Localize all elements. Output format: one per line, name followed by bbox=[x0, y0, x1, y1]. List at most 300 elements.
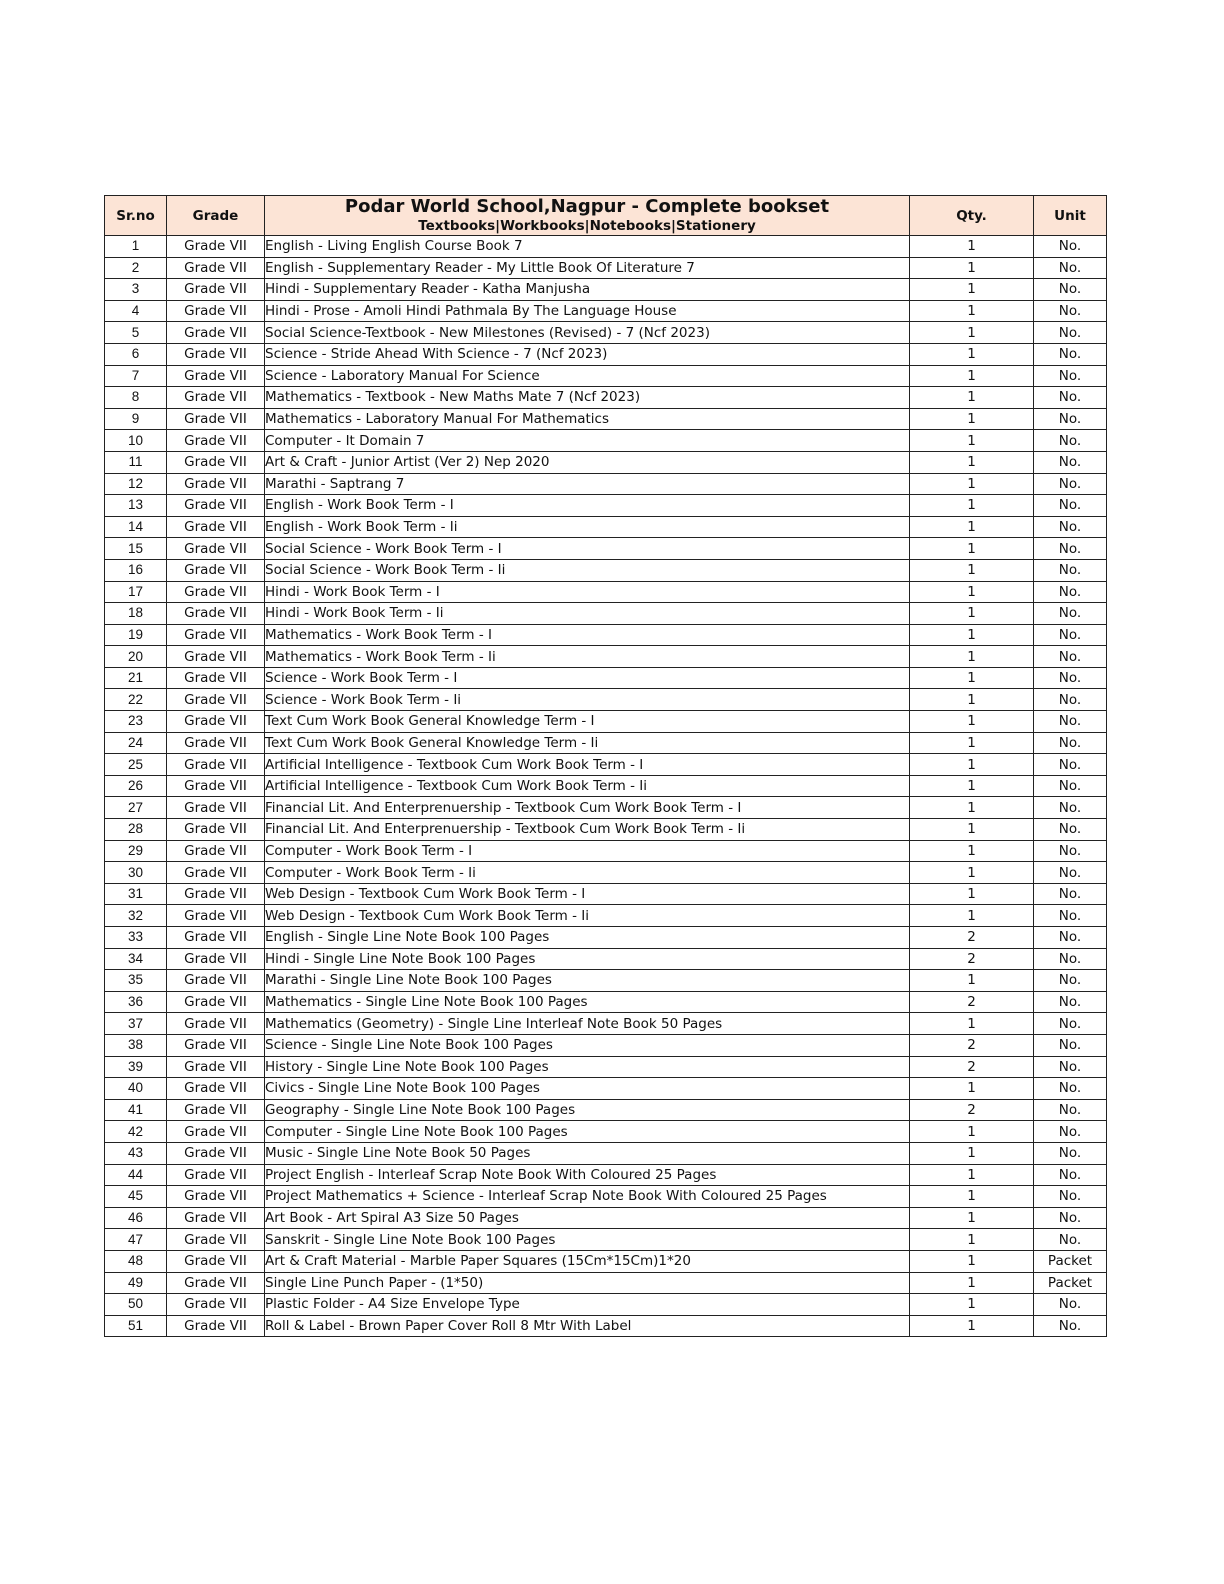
qty-cell: 1 bbox=[910, 732, 1034, 754]
qty-cell: 1 bbox=[910, 797, 1034, 819]
sr-cell: 22 bbox=[105, 689, 167, 711]
sr-cell: 18 bbox=[105, 603, 167, 625]
grade-cell: Grade VII bbox=[167, 754, 265, 776]
unit-cell: No. bbox=[1034, 1099, 1107, 1121]
description-cell: Financial Lit. And Enterprenuership - Textbook Cum Work Book Term - I bbox=[265, 797, 910, 819]
unit-cell: No. bbox=[1034, 387, 1107, 409]
table-row bbox=[105, 775, 1107, 797]
grade-cell: Grade VII bbox=[167, 1207, 265, 1229]
unit-cell: No. bbox=[1034, 732, 1107, 754]
unit-cell: No. bbox=[1034, 1207, 1107, 1229]
grade-cell: Grade VII bbox=[167, 905, 265, 927]
description-cell: Science - Single Line Note Book 100 Pages bbox=[265, 1034, 910, 1056]
table-row bbox=[105, 754, 1107, 776]
sr-cell: 12 bbox=[105, 473, 167, 495]
grade-cell: Grade VII bbox=[167, 819, 265, 841]
description-cell: Social Science-Textbook - New Milestones (Revised) - 7 (Ncf 2023) bbox=[265, 322, 910, 344]
qty-cell: 1 bbox=[910, 1164, 1034, 1186]
grade-cell: Grade VII bbox=[167, 646, 265, 668]
sr-cell: 48 bbox=[105, 1250, 167, 1272]
description-cell: Social Science - Work Book Term - I bbox=[265, 538, 910, 560]
grade-cell: Grade VII bbox=[167, 1121, 265, 1143]
table-row bbox=[105, 862, 1107, 884]
description-cell: Web Design - Textbook Cum Work Book Term - Ii bbox=[265, 905, 910, 927]
grade-cell: Grade VII bbox=[167, 667, 265, 689]
table-row bbox=[105, 1142, 1107, 1164]
sr-cell: 44 bbox=[105, 1164, 167, 1186]
qty-cell: 1 bbox=[910, 819, 1034, 841]
qty-cell: 1 bbox=[910, 754, 1034, 776]
sr-cell: 10 bbox=[105, 430, 167, 452]
bookset-table bbox=[104, 195, 1107, 1337]
description-cell: Art & Craft Material - Marble Paper Squares (15Cm*15Cm)1*20 bbox=[265, 1250, 910, 1272]
table-row bbox=[105, 365, 1107, 387]
table-row bbox=[105, 1078, 1107, 1100]
qty-cell: 1 bbox=[910, 1142, 1034, 1164]
sr-cell: 29 bbox=[105, 840, 167, 862]
grade-cell: Grade VII bbox=[167, 473, 265, 495]
grade-cell: Grade VII bbox=[167, 322, 265, 344]
qty-cell: 1 bbox=[910, 538, 1034, 560]
sr-cell: 46 bbox=[105, 1207, 167, 1229]
sr-cell: 27 bbox=[105, 797, 167, 819]
description-cell: Plastic Folder - A4 Size Envelope Type bbox=[265, 1294, 910, 1316]
table-row bbox=[105, 1272, 1107, 1294]
table-row bbox=[105, 581, 1107, 603]
table-row bbox=[105, 408, 1107, 430]
sr-cell: 1 bbox=[105, 236, 167, 258]
qty-cell: 1 bbox=[910, 883, 1034, 905]
sr-cell: 7 bbox=[105, 365, 167, 387]
description-cell: Mathematics - Textbook - New Maths Mate 7 (Ncf 2023) bbox=[265, 387, 910, 409]
sr-cell: 50 bbox=[105, 1294, 167, 1316]
description-cell: Mathematics - Work Book Term - Ii bbox=[265, 646, 910, 668]
unit-cell: No. bbox=[1034, 819, 1107, 841]
table-row bbox=[105, 538, 1107, 560]
unit-cell: No. bbox=[1034, 279, 1107, 301]
table-row bbox=[105, 1315, 1107, 1337]
grade-cell: Grade VII bbox=[167, 991, 265, 1013]
sr-cell: 43 bbox=[105, 1142, 167, 1164]
unit-cell: No. bbox=[1034, 862, 1107, 884]
qty-cell: 1 bbox=[910, 1121, 1034, 1143]
sr-cell: 33 bbox=[105, 927, 167, 949]
unit-cell: Packet bbox=[1034, 1250, 1107, 1272]
description-cell: Social Science - Work Book Term - Ii bbox=[265, 559, 910, 581]
unit-cell: No. bbox=[1034, 538, 1107, 560]
table-row bbox=[105, 1034, 1107, 1056]
sr-cell: 28 bbox=[105, 819, 167, 841]
description-cell: Geography - Single Line Note Book 100 Pages bbox=[265, 1099, 910, 1121]
grade-cell: Grade VII bbox=[167, 775, 265, 797]
table-row bbox=[105, 732, 1107, 754]
table-row bbox=[105, 646, 1107, 668]
page-title: Podar World School,Nagpur - Complete bookset bbox=[344, 196, 830, 217]
header-unit: Unit bbox=[1034, 196, 1107, 236]
grade-cell: Grade VII bbox=[167, 343, 265, 365]
qty-cell: 2 bbox=[910, 1034, 1034, 1056]
description-cell: Sanskrit - Single Line Note Book 100 Pages bbox=[265, 1229, 910, 1251]
qty-cell: 1 bbox=[910, 559, 1034, 581]
qty-cell: 1 bbox=[910, 365, 1034, 387]
description-cell: Text Cum Work Book General Knowledge Term - Ii bbox=[265, 732, 910, 754]
grade-cell: Grade VII bbox=[167, 408, 265, 430]
description-cell: Text Cum Work Book General Knowledge Term - I bbox=[265, 711, 910, 733]
grade-cell: Grade VII bbox=[167, 624, 265, 646]
table-row bbox=[105, 1121, 1107, 1143]
unit-cell: No. bbox=[1034, 797, 1107, 819]
table-row bbox=[105, 1250, 1107, 1272]
table-row bbox=[105, 603, 1107, 625]
qty-cell: 1 bbox=[910, 775, 1034, 797]
sr-cell: 9 bbox=[105, 408, 167, 430]
grade-cell: Grade VII bbox=[167, 1078, 265, 1100]
unit-cell: No. bbox=[1034, 1034, 1107, 1056]
qty-cell: 2 bbox=[910, 948, 1034, 970]
sr-cell: 47 bbox=[105, 1229, 167, 1251]
description-cell: Music - Single Line Note Book 50 Pages bbox=[265, 1142, 910, 1164]
description-cell: Science - Work Book Term - I bbox=[265, 667, 910, 689]
qty-cell: 1 bbox=[910, 581, 1034, 603]
description-cell: Art Book - Art Spiral A3 Size 50 Pages bbox=[265, 1207, 910, 1229]
table-row bbox=[105, 819, 1107, 841]
sr-cell: 15 bbox=[105, 538, 167, 560]
unit-cell: No. bbox=[1034, 667, 1107, 689]
qty-cell: 1 bbox=[910, 387, 1034, 409]
grade-cell: Grade VII bbox=[167, 581, 265, 603]
table-row bbox=[105, 300, 1107, 322]
table-row bbox=[105, 451, 1107, 473]
description-cell: Art & Craft - Junior Artist (Ver 2) Nep 2020 bbox=[265, 451, 910, 473]
sr-cell: 41 bbox=[105, 1099, 167, 1121]
page-subtitle: Textbooks|Workbooks|Notebooks|Stationery bbox=[418, 218, 756, 234]
unit-cell: No. bbox=[1034, 1315, 1107, 1337]
unit-cell: No. bbox=[1034, 408, 1107, 430]
table-row bbox=[105, 883, 1107, 905]
table-row bbox=[105, 797, 1107, 819]
sr-cell: 11 bbox=[105, 451, 167, 473]
sr-cell: 45 bbox=[105, 1186, 167, 1208]
unit-cell: No. bbox=[1034, 1121, 1107, 1143]
description-cell: Hindi - Work Book Term - Ii bbox=[265, 603, 910, 625]
table-row bbox=[105, 1186, 1107, 1208]
table-row bbox=[105, 495, 1107, 517]
description-cell: Computer - Single Line Note Book 100 Pages bbox=[265, 1121, 910, 1143]
sr-cell: 32 bbox=[105, 905, 167, 927]
grade-cell: Grade VII bbox=[167, 1294, 265, 1316]
table-row bbox=[105, 991, 1107, 1013]
table-row bbox=[105, 387, 1107, 409]
table-row bbox=[105, 516, 1107, 538]
unit-cell: No. bbox=[1034, 883, 1107, 905]
qty-cell: 1 bbox=[910, 343, 1034, 365]
unit-cell: No. bbox=[1034, 1013, 1107, 1035]
grade-cell: Grade VII bbox=[167, 1315, 265, 1337]
grade-cell: Grade VII bbox=[167, 1229, 265, 1251]
description-cell: Project Mathematics + Science - Interleaf Scrap Note Book With Coloured 25 Pages bbox=[265, 1186, 910, 1208]
qty-cell: 1 bbox=[910, 711, 1034, 733]
qty-cell: 1 bbox=[910, 473, 1034, 495]
table-row bbox=[105, 1229, 1107, 1251]
grade-cell: Grade VII bbox=[167, 840, 265, 862]
table-row bbox=[105, 473, 1107, 495]
sr-cell: 25 bbox=[105, 754, 167, 776]
table-row bbox=[105, 905, 1107, 927]
grade-cell: Grade VII bbox=[167, 1186, 265, 1208]
qty-cell: 1 bbox=[910, 430, 1034, 452]
table-row bbox=[105, 257, 1107, 279]
table-row bbox=[105, 1056, 1107, 1078]
table-row bbox=[105, 840, 1107, 862]
sr-cell: 36 bbox=[105, 991, 167, 1013]
unit-cell: No. bbox=[1034, 603, 1107, 625]
grade-cell: Grade VII bbox=[167, 538, 265, 560]
sr-cell: 19 bbox=[105, 624, 167, 646]
sr-cell: 23 bbox=[105, 711, 167, 733]
description-cell: Mathematics (Geometry) - Single Line Interleaf Note Book 50 Pages bbox=[265, 1013, 910, 1035]
grade-cell: Grade VII bbox=[167, 1250, 265, 1272]
sr-cell: 49 bbox=[105, 1272, 167, 1294]
qty-cell: 1 bbox=[910, 1186, 1034, 1208]
grade-cell: Grade VII bbox=[167, 711, 265, 733]
description-cell: Hindi - Work Book Term - I bbox=[265, 581, 910, 603]
sr-cell: 26 bbox=[105, 775, 167, 797]
sr-cell: 35 bbox=[105, 970, 167, 992]
grade-cell: Grade VII bbox=[167, 365, 265, 387]
sr-cell: 21 bbox=[105, 667, 167, 689]
grade-cell: Grade VII bbox=[167, 495, 265, 517]
qty-cell: 1 bbox=[910, 1078, 1034, 1100]
table-row bbox=[105, 1099, 1107, 1121]
qty-cell: 1 bbox=[910, 1250, 1034, 1272]
qty-cell: 1 bbox=[910, 970, 1034, 992]
table-row bbox=[105, 948, 1107, 970]
unit-cell: No. bbox=[1034, 365, 1107, 387]
unit-cell: No. bbox=[1034, 775, 1107, 797]
grade-cell: Grade VII bbox=[167, 257, 265, 279]
qty-cell: 1 bbox=[910, 1013, 1034, 1035]
sr-cell: 24 bbox=[105, 732, 167, 754]
description-cell: Science - Laboratory Manual For Science bbox=[265, 365, 910, 387]
grade-cell: Grade VII bbox=[167, 1056, 265, 1078]
sr-cell: 51 bbox=[105, 1315, 167, 1337]
qty-cell: 1 bbox=[910, 1315, 1034, 1337]
description-cell: Computer - Work Book Term - Ii bbox=[265, 862, 910, 884]
table-row bbox=[105, 667, 1107, 689]
qty-cell: 2 bbox=[910, 991, 1034, 1013]
unit-cell: No. bbox=[1034, 1294, 1107, 1316]
unit-cell: No. bbox=[1034, 905, 1107, 927]
grade-cell: Grade VII bbox=[167, 948, 265, 970]
unit-cell: No. bbox=[1034, 1186, 1107, 1208]
unit-cell: No. bbox=[1034, 430, 1107, 452]
table-row bbox=[105, 624, 1107, 646]
grade-cell: Grade VII bbox=[167, 603, 265, 625]
sr-cell: 8 bbox=[105, 387, 167, 409]
qty-cell: 1 bbox=[910, 495, 1034, 517]
description-cell: Artificial Intelligence - Textbook Cum Work Book Term - I bbox=[265, 754, 910, 776]
unit-cell: No. bbox=[1034, 646, 1107, 668]
qty-cell: 1 bbox=[910, 300, 1034, 322]
description-cell: Financial Lit. And Enterprenuership - Textbook Cum Work Book Term - Ii bbox=[265, 819, 910, 841]
description-cell: English - Single Line Note Book 100 Pages bbox=[265, 927, 910, 949]
description-cell: Mathematics - Single Line Note Book 100 Pages bbox=[265, 991, 910, 1013]
sr-cell: 31 bbox=[105, 883, 167, 905]
sr-cell: 38 bbox=[105, 1034, 167, 1056]
qty-cell: 1 bbox=[910, 408, 1034, 430]
description-cell: Project English - Interleaf Scrap Note Book With Coloured 25 Pages bbox=[265, 1164, 910, 1186]
description-cell: Mathematics - Work Book Term - I bbox=[265, 624, 910, 646]
table-row bbox=[105, 279, 1107, 301]
sr-cell: 14 bbox=[105, 516, 167, 538]
description-cell: English - Work Book Term - I bbox=[265, 495, 910, 517]
grade-cell: Grade VII bbox=[167, 689, 265, 711]
grade-cell: Grade VII bbox=[167, 451, 265, 473]
unit-cell: No. bbox=[1034, 711, 1107, 733]
grade-cell: Grade VII bbox=[167, 516, 265, 538]
grade-cell: Grade VII bbox=[167, 732, 265, 754]
qty-cell: 1 bbox=[910, 1229, 1034, 1251]
unit-cell: No. bbox=[1034, 257, 1107, 279]
qty-cell: 1 bbox=[910, 646, 1034, 668]
unit-cell: No. bbox=[1034, 948, 1107, 970]
qty-cell: 1 bbox=[910, 905, 1034, 927]
qty-cell: 1 bbox=[910, 257, 1034, 279]
sr-cell: 5 bbox=[105, 322, 167, 344]
table-row bbox=[105, 689, 1107, 711]
table-row bbox=[105, 1207, 1107, 1229]
sr-cell: 37 bbox=[105, 1013, 167, 1035]
unit-cell: No. bbox=[1034, 927, 1107, 949]
description-cell: Science - Work Book Term - Ii bbox=[265, 689, 910, 711]
grade-cell: Grade VII bbox=[167, 430, 265, 452]
table-row bbox=[105, 1294, 1107, 1316]
table-body bbox=[105, 236, 1107, 1337]
description-cell: Artificial Intelligence - Textbook Cum Work Book Term - Ii bbox=[265, 775, 910, 797]
header-title-cell bbox=[265, 196, 910, 236]
table-row bbox=[105, 322, 1107, 344]
description-cell: History - Single Line Note Book 100 Pages bbox=[265, 1056, 910, 1078]
header-qty: Qty. bbox=[910, 196, 1034, 236]
description-cell: Roll & Label - Brown Paper Cover Roll 8 Mtr With Label bbox=[265, 1315, 910, 1337]
qty-cell: 1 bbox=[910, 451, 1034, 473]
qty-cell: 1 bbox=[910, 840, 1034, 862]
unit-cell: No. bbox=[1034, 495, 1107, 517]
unit-cell: No. bbox=[1034, 754, 1107, 776]
qty-cell: 1 bbox=[910, 1207, 1034, 1229]
description-cell: Single Line Punch Paper - (1*50) bbox=[265, 1272, 910, 1294]
sr-cell: 20 bbox=[105, 646, 167, 668]
qty-cell: 1 bbox=[910, 1272, 1034, 1294]
description-cell: Web Design - Textbook Cum Work Book Term - I bbox=[265, 883, 910, 905]
qty-cell: 1 bbox=[910, 624, 1034, 646]
sr-cell: 3 bbox=[105, 279, 167, 301]
grade-cell: Grade VII bbox=[167, 236, 265, 258]
unit-cell: No. bbox=[1034, 343, 1107, 365]
sr-cell: 13 bbox=[105, 495, 167, 517]
description-cell: Marathi - Saptrang 7 bbox=[265, 473, 910, 495]
table-row bbox=[105, 1164, 1107, 1186]
grade-cell: Grade VII bbox=[167, 1272, 265, 1294]
grade-cell: Grade VII bbox=[167, 970, 265, 992]
table-row bbox=[105, 970, 1107, 992]
grade-cell: Grade VII bbox=[167, 279, 265, 301]
sr-cell: 42 bbox=[105, 1121, 167, 1143]
unit-cell: No. bbox=[1034, 970, 1107, 992]
unit-cell: No. bbox=[1034, 451, 1107, 473]
grade-cell: Grade VII bbox=[167, 862, 265, 884]
qty-cell: 2 bbox=[910, 1099, 1034, 1121]
unit-cell: No. bbox=[1034, 1142, 1107, 1164]
sr-cell: 34 bbox=[105, 948, 167, 970]
header-sr-no: Sr.no bbox=[105, 196, 167, 236]
qty-cell: 2 bbox=[910, 1056, 1034, 1078]
unit-cell: No. bbox=[1034, 559, 1107, 581]
table-row bbox=[105, 236, 1107, 258]
description-cell: Hindi - Prose - Amoli Hindi Pathmala By The Language House bbox=[265, 300, 910, 322]
qty-cell: 1 bbox=[910, 689, 1034, 711]
grade-cell: Grade VII bbox=[167, 883, 265, 905]
qty-cell: 1 bbox=[910, 667, 1034, 689]
table-row bbox=[105, 927, 1107, 949]
description-cell: Hindi - Supplementary Reader - Katha Manjusha bbox=[265, 279, 910, 301]
unit-cell: No. bbox=[1034, 689, 1107, 711]
table-row bbox=[105, 1013, 1107, 1035]
qty-cell: 1 bbox=[910, 516, 1034, 538]
grade-cell: Grade VII bbox=[167, 559, 265, 581]
unit-cell: No. bbox=[1034, 1056, 1107, 1078]
table-header bbox=[105, 196, 1107, 236]
description-cell: Computer - It Domain 7 bbox=[265, 430, 910, 452]
qty-cell: 1 bbox=[910, 1294, 1034, 1316]
grade-cell: Grade VII bbox=[167, 1142, 265, 1164]
qty-cell: 1 bbox=[910, 279, 1034, 301]
description-cell: English - Living English Course Book 7 bbox=[265, 236, 910, 258]
unit-cell: No. bbox=[1034, 991, 1107, 1013]
table-row bbox=[105, 711, 1107, 733]
description-cell: Mathematics - Laboratory Manual For Mathematics bbox=[265, 408, 910, 430]
qty-cell: 1 bbox=[910, 236, 1034, 258]
unit-cell: No. bbox=[1034, 1229, 1107, 1251]
description-cell: Science - Stride Ahead With Science - 7 (Ncf 2023) bbox=[265, 343, 910, 365]
unit-cell: No. bbox=[1034, 322, 1107, 344]
unit-cell: No. bbox=[1034, 581, 1107, 603]
sr-cell: 17 bbox=[105, 581, 167, 603]
header-grade: Grade bbox=[167, 196, 265, 236]
unit-cell: No. bbox=[1034, 516, 1107, 538]
sr-cell: 40 bbox=[105, 1078, 167, 1100]
qty-cell: 1 bbox=[910, 603, 1034, 625]
qty-cell: 2 bbox=[910, 927, 1034, 949]
grade-cell: Grade VII bbox=[167, 1099, 265, 1121]
sr-cell: 16 bbox=[105, 559, 167, 581]
description-cell: Hindi - Single Line Note Book 100 Pages bbox=[265, 948, 910, 970]
sr-cell: 2 bbox=[105, 257, 167, 279]
description-cell: Marathi - Single Line Note Book 100 Pages bbox=[265, 970, 910, 992]
unit-cell: No. bbox=[1034, 473, 1107, 495]
qty-cell: 1 bbox=[910, 862, 1034, 884]
table-row bbox=[105, 559, 1107, 581]
unit-cell: Packet bbox=[1034, 1272, 1107, 1294]
table-row bbox=[105, 343, 1107, 365]
grade-cell: Grade VII bbox=[167, 387, 265, 409]
unit-cell: No. bbox=[1034, 300, 1107, 322]
grade-cell: Grade VII bbox=[167, 1164, 265, 1186]
unit-cell: No. bbox=[1034, 624, 1107, 646]
grade-cell: Grade VII bbox=[167, 1034, 265, 1056]
sr-cell: 6 bbox=[105, 343, 167, 365]
grade-cell: Grade VII bbox=[167, 300, 265, 322]
